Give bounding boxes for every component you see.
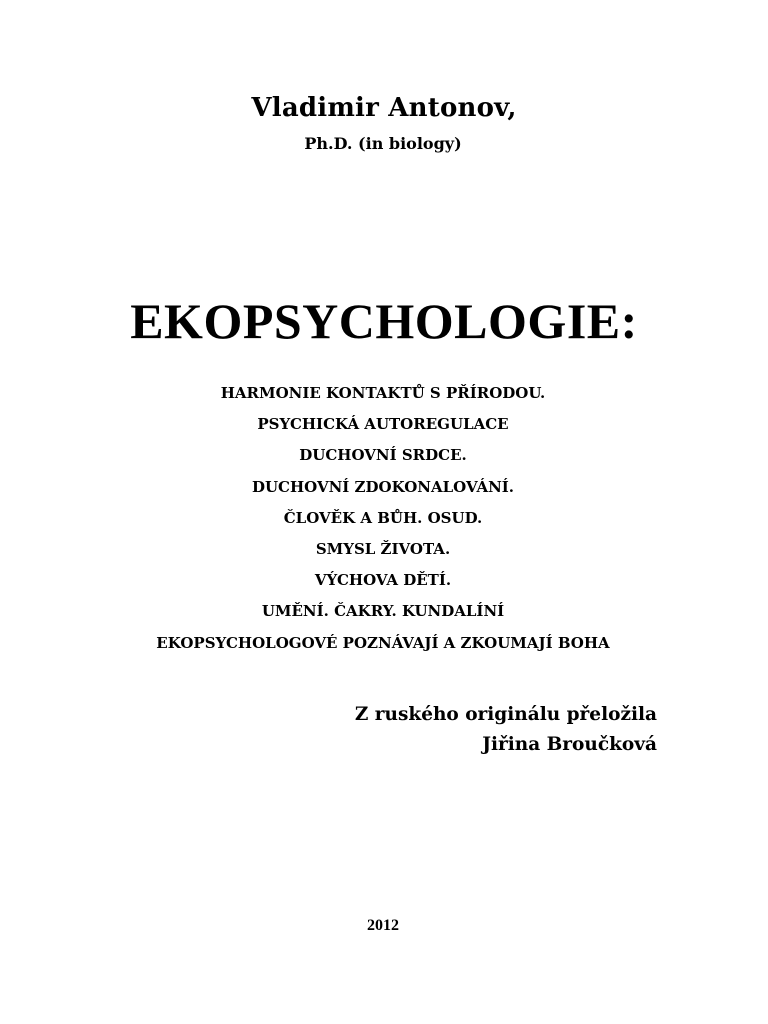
topic-line: ČLOVĚK A BŮH. OSUD. xyxy=(283,508,483,527)
topic-line: VÝCHOVA DĚTÍ. xyxy=(314,571,452,590)
subtitle-topics-list xyxy=(0,378,766,659)
book-title: EKOPSYCHOLOGIE: xyxy=(130,293,638,349)
translation-credit: Z ruského originálu přeložila xyxy=(354,704,657,725)
topic-line: HARMONIE KONTAKTŮ S PŘÍRODOU. xyxy=(220,384,546,402)
publication-year: 2012 xyxy=(367,917,399,934)
topic-line: SMYSL ŽIVOTA. xyxy=(315,539,451,558)
topic-line: DUCHOVNÍ SRDCE. xyxy=(299,446,467,465)
translation-credit-block xyxy=(355,700,657,760)
author-name: Vladimir Antonov, xyxy=(251,93,517,123)
topic-line: UMĚNÍ. ČAKRY. KUNDALÍNÍ xyxy=(261,602,505,621)
topic-line: PSYCHICKÁ AUTOREGULACE xyxy=(257,415,509,434)
translator-name: Jiřina Broučková xyxy=(482,734,657,755)
author-degree: Ph.D. (in biology) xyxy=(304,134,462,153)
topic-line: DUCHOVNÍ ZDOKONALOVÁNÍ. xyxy=(251,477,515,496)
topic-line: EKOPSYCHOLOGOVÉ POZNÁVAJÍ A ZKOUMAJÍ BOHA xyxy=(156,633,610,652)
